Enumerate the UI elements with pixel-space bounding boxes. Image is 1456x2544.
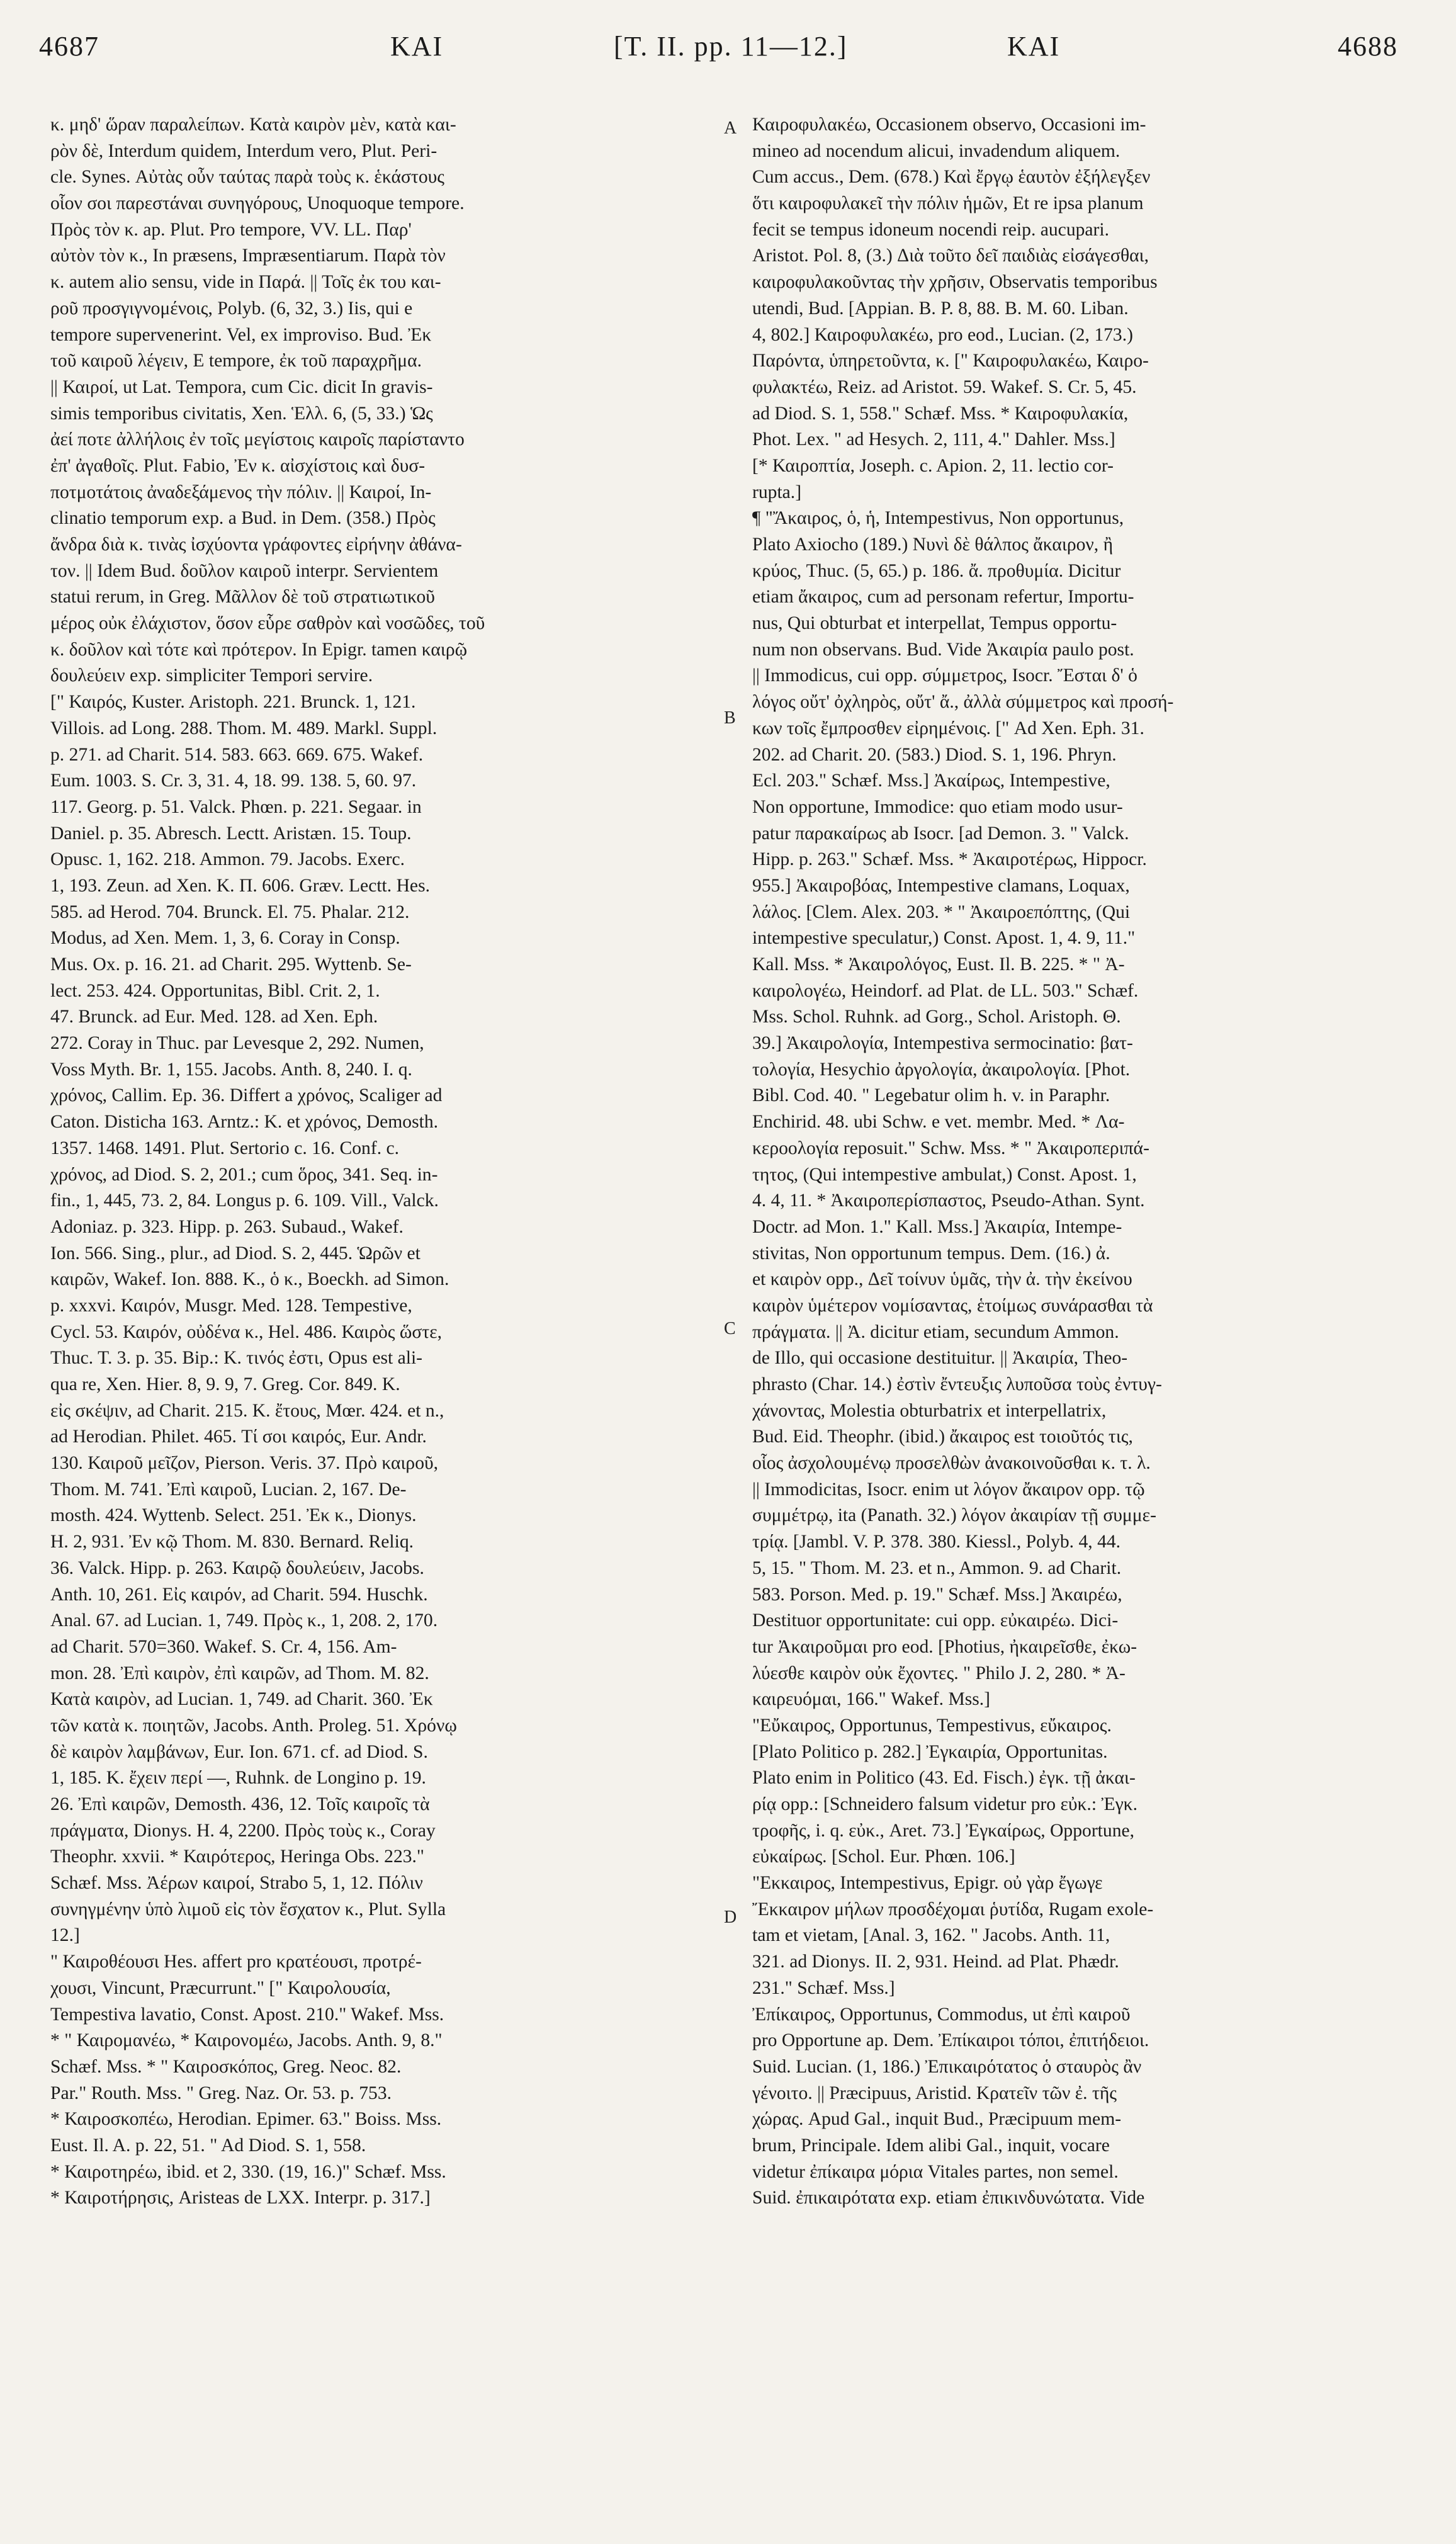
text-line: κεροολογία reposuit." Schw. Mss. * " Ἀκαιροπεριπά- xyxy=(752,1138,1149,1158)
margin-letter-a: A xyxy=(724,118,737,138)
text-line: Hipp. p. 263." Schæf. Mss. * Ἀκαιροτέρως, Hippocr. xyxy=(752,849,1147,870)
text-line: πράγματα. || Ἀ. dicitur etiam, secundum Ammon. xyxy=(752,1321,1119,1342)
margin-letter-c: C xyxy=(724,1319,736,1338)
text-line: [Plato Politico p. 282.] Ἐγκαιρία, Opportunitas. xyxy=(752,1741,1108,1762)
text-line: οἷος ἀσχολουμένῳ προσελθὼν ἀνακοινοῦσθαι κ. τ. λ. xyxy=(752,1453,1151,1474)
text-line: χουσι, Vincunt, Præcurrunt." [" Καιρολουσία, xyxy=(50,1977,391,1998)
text-line: patur παρακαίρως ab Isocr. [ad Demon. 3. " Valck. xyxy=(752,823,1129,844)
text-line: Schæf. Mss. * " Καιροσκόπος, Greg. Neoc. 82. xyxy=(50,2056,402,2077)
text-line: Cycl. 53. Καιρόν, οὐδένα κ., Hel. 486. Καιρὸς ὥστε, xyxy=(50,1321,443,1342)
text-line: Schæf. Mss. Ἀέρων καιροί, Strabo 5, 1, 12. Πόλιν xyxy=(50,1873,423,1894)
text-line: H. 2, 931. Ἐν κῷ Thom. M. 830. Bernard. Reliq. xyxy=(50,1532,414,1552)
text-line: Πρὸς τὸν κ. ap. Plut. Pro tempore, VV. LL. Παρ' xyxy=(50,219,412,240)
text-line: * " Καιρομανέω, * Καιρονομέω, Jacobs. Anth. 9, 8." xyxy=(50,2030,443,2051)
text-line: pro Opportune ap. Dem. Ἐπίκαιροι τόποι, ἐπιτήδειοι. xyxy=(752,2030,1149,2051)
text-line: fin., 1, 445, 73. 2, 84. Longus p. 6. 109. Vill., Valck. xyxy=(50,1190,439,1211)
text-line: 36. Valck. Hipp. p. 263. Καιρῷ δουλεύειν, Jacobs. xyxy=(50,1557,424,1578)
text-line: Caton. Disticha 163. Arntz.: K. et χρόνος, Demosth. xyxy=(50,1112,439,1133)
text-line: Daniel. p. 35. Abresch. Lectt. Aristæn. 15. Toup. xyxy=(50,823,412,844)
text-line: 231." Schæf. Mss.] xyxy=(752,1977,895,1998)
catchword-left: ΚΑΙ xyxy=(390,31,444,62)
text-line: καιρὸν ὑμέτερον νομίσαντας, ἑτοίμως συνάρασθαι τὰ xyxy=(752,1295,1153,1316)
text-line: "Εὔκαιρος, Opportunus, Tempestivus, εὔκαιρος. xyxy=(752,1715,1112,1736)
text-line: 955.] Ἀκαιροβόας, Intempestive clamans, Loquax, xyxy=(752,875,1130,896)
text-line: Plato enim in Politico (43. Ed. Fisch.) ἐγκ. τῇ ἀκαι- xyxy=(752,1768,1136,1789)
text-line: Theophr. xxvii. * Καιρότερος, Heringa Obs. 223." xyxy=(50,1846,425,1867)
text-line: [* Καιροπτία, Joseph. c. Apion. 2, 11. lectio cor- xyxy=(752,455,1114,476)
text-line: χρόνος, ad Diod. S. 2, 201.; cum ὅρος, 341. Seq. in- xyxy=(50,1164,438,1185)
text-line: 272. Coray in Thuc. par Levesque 2, 292. Numen, xyxy=(50,1033,424,1054)
text-line: ἐπ' ἀγαθοῖς. Plut. Fabio, Ἐν κ. αἰσχίστοις καὶ δυσ- xyxy=(50,455,426,476)
text-line: * Καιροτήρησις, Aristeas de LXX. Interpr. p. 317.] xyxy=(50,2188,431,2208)
text-line: * Καιροτηρέω, ibid. et 2, 330. (19, 16.)" Schæf. Mss. xyxy=(50,2161,446,2182)
text-line: Enchirid. 48. ubi Schw. e vet. membr. Med. * Λα- xyxy=(752,1112,1125,1133)
text-line: πράγματα, Dionys. H. 4, 2200. Πρὸς τοὺς κ., Coray xyxy=(50,1820,436,1841)
text-line: mosth. 424. Wyttenb. Select. 251. Ἐκ κ., Dionys. xyxy=(50,1505,417,1526)
text-line: τον. || Idem Bud. δοῦλον καιροῦ interpr. Servientem xyxy=(50,560,439,581)
text-line: 202. ad Charit. 20. (583.) Diod. S. 1, 196. Phryn. xyxy=(752,744,1117,765)
text-line: 26. Ἐπὶ καιρῶν, Demosth. 436, 12. Τοῖς καιροῖς τὰ xyxy=(50,1794,430,1814)
text-line: ad Herodian. Philet. 465. Τί σοι καιρός, Eur. Andr. xyxy=(50,1427,427,1447)
text-line: 583. Porson. Med. p. 19." Schæf. Mss.] Ἀκαιρέω, xyxy=(752,1584,1122,1605)
text-line: Phot. Lex. " ad Hesych. 2, 111, 4." Dahler. Mss.] xyxy=(752,429,1115,450)
page-number-right: 4688 xyxy=(1338,31,1398,62)
text-line: Modus, ad Xen. Mem. 1, 3, 6. Coray in Consp. xyxy=(50,928,400,949)
text-line: καιρευόμαι, 166." Wakef. Mss.] xyxy=(752,1689,991,1710)
text-line: nus, Qui obturbat et interpellat, Tempus opportu- xyxy=(752,613,1117,634)
text-line: τρίᾳ. [Jambl. V. P. 378. 380. Kiessl., Polyb. 4, 44. xyxy=(752,1532,1121,1552)
text-line: Eust. Il. A. p. 22, 51. " Ad Diod. S. 1, 558. xyxy=(50,2135,366,2156)
volume-reference: [T. II. pp. 11—12.] xyxy=(614,31,848,62)
text-line: κ. μηδ' ὥραν παραλείπων. Κατὰ καιρὸν μὲν, κατὰ και- xyxy=(50,115,456,135)
text-line: συμμέτρῳ, ita (Panath. 32.) λόγον ἀκαιρίαν τῇ συμμε- xyxy=(752,1505,1156,1526)
text-line: ρὸν δὲ, Interdum quidem, Interdum vero, Plut. Peri- xyxy=(50,140,437,161)
page-number-left: 4687 xyxy=(39,31,99,62)
text-line: "Εκκαιρος, Intempestivus, Epigr. οὐ γὰρ ἔγωγε xyxy=(752,1873,1103,1894)
text-line: * Καιροσκοπέω, Herodian. Epimer. 63." Boiss. Mss. xyxy=(50,2109,442,2130)
text-line: simis temporibus civitatis, Xen. Ἑλλ. 6, (5, 33.) Ὡς xyxy=(50,403,433,424)
text-line: Destituor opportunitate: cui opp. εὐκαιρέω. Dici- xyxy=(752,1610,1119,1631)
text-line: statui rerum, in Greg. Μᾶλλον δὲ τοῦ στρατιωτικοῦ xyxy=(50,587,435,608)
text-line: 4. 4, 11. * Ἀκαιροπερίσπαστος, Pseudo-Athan. Synt. xyxy=(752,1190,1145,1211)
text-line: Eum. 1003. S. Cr. 3, 31. 4, 18. 99. 138. 5, 60. 97. xyxy=(50,771,417,791)
text-line: Cum accus., Dem. (678.) Καὶ ἔργῳ ἑαυτὸν ἐξήλεγξεν xyxy=(752,167,1151,188)
text-line: ροῦ προσγιγνομένοις, Polyb. (6, 32, 3.) Iis, qui e xyxy=(50,298,413,319)
text-line: clinatio temporum exp. a Bud. in Dem. (358.) Πρὸς xyxy=(50,508,436,529)
text-line: Plato Axiocho (189.) Νυνὶ δὲ θάλπος ἄκαιρον, ἢ xyxy=(752,534,1114,555)
text-line: Ion. 566. Sing., plur., ad Diod. S. 2, 445. Ὡρῶν et xyxy=(50,1243,420,1264)
text-line: Thom. M. 741. Ἐπὶ καιροῦ, Lucian. 2, 167. De- xyxy=(50,1479,407,1500)
text-line: Mss. Schol. Ruhnk. ad Gorg., Schol. Aristoph. Θ. xyxy=(752,1007,1121,1027)
text-line: 1, 193. Zeun. ad Xen. K. Π. 606. Græv. Lectt. Hes. xyxy=(50,875,430,896)
text-line: Doctr. ad Mon. 1." Kall. Mss.] Ἀκαιρία, Intempe- xyxy=(752,1216,1122,1237)
text-line: αὐτὸν τὸν κ., In præsens, Impræsentiarum. Παρὰ τὸν xyxy=(50,246,446,266)
text-line: 1, 185. K. ἔχειν περί —, Ruhnk. de Longino p. 19. xyxy=(50,1768,426,1789)
text-line: κ. autem alio sensu, vide in Παρά. || Τοῖς ἐκ του και- xyxy=(50,272,441,293)
text-line: lect. 253. 424. Opportunitas, Bibl. Crit. 2, 1. xyxy=(50,980,380,1001)
catchword-right: ΚΑΙ xyxy=(1007,31,1061,62)
text-line: num non observans. Bud. Vide Ἀκαιρία paulo post. xyxy=(752,639,1134,660)
text-line: Anth. 10, 261. Εἰς καιρόν, ad Charit. 594. Huschk. xyxy=(50,1584,428,1605)
text-line: ἄνδρα διὰ κ. τινὰς ἰσχύοντα γράφοντες εἰρήνην ἀθάνα- xyxy=(50,534,462,555)
text-line: cle. Synes. Αὐτὰς οὖν ταύτας παρὰ τοὺς κ. ἑκάστους xyxy=(50,167,445,188)
text-line: etiam ἄκαιρος, cum ad personam refertur, Importu- xyxy=(752,587,1134,608)
text-line: [" Καιρός, Kuster. Aristoph. 221. Brunck. 1, 121. xyxy=(50,692,416,713)
margin-letter-d: D xyxy=(724,1908,737,1927)
text-line: tur Ἀκαιροῦμαι pro eod. [Photius, ἠκαιρεῖσθε, ἐκω- xyxy=(752,1636,1137,1657)
text-line: ad Charit. 570=360. Wakef. S. Cr. 4, 156. Am- xyxy=(50,1636,397,1657)
text-line: καιροφυλακοῦντας τὴν χρῆσιν, Observatis temporibus xyxy=(752,272,1158,293)
text-line: οἷον σοι παρεστάναι συνηγόρους, Unoquoque tempore. xyxy=(50,193,465,214)
text-line: Bud. Eid. Theophr. (ibid.) ἄκαιρος est τοιοῦτός τις, xyxy=(752,1427,1133,1447)
text-line: rupta.] xyxy=(752,482,802,502)
text-line: κρύος, Thuc. (5, 65.) p. 186. ἄ. προθυμία. Dicitur xyxy=(752,560,1121,581)
text-line: 117. Georg. p. 51. Valck. Phœn. p. 221. Segaar. in xyxy=(50,796,422,817)
text-line: || Καιροί, ut Lat. Tempora, cum Cic. dicit In gravis- xyxy=(50,376,433,397)
text-line: Ἐπίκαιρος, Opportunus, Commodus, ut ἐπὶ καιροῦ xyxy=(752,2004,1131,2025)
text-line: Anal. 67. ad Lucian. 1, 749. Πρὸς κ., 1, 208. 2, 170. xyxy=(50,1610,438,1631)
text-line: 4, 802.] Καιροφυλακέω, pro eod., Lucian. (2, 173.) xyxy=(752,324,1133,345)
text-line: 321. ad Dionys. II. 2, 931. Heind. ad Plat. Phædr. xyxy=(752,1952,1119,1972)
text-line: καιρολογέω, Heindorf. ad Plat. de LL. 503." Schæf. xyxy=(752,980,1139,1001)
text-line: tam et vietam, [Anal. 3, 162. " Jacobs. Anth. 11, xyxy=(752,1925,1110,1946)
text-line: 39.] Ἀκαιρολογία, Intempestiva sermocinatio: βατ- xyxy=(752,1033,1133,1054)
text-line: χώρας. Apud Gal., inquit Bud., Præcipuum mem- xyxy=(752,2109,1122,2130)
text-line: λάλος. [Clem. Alex. 203. * " Ἀκαιροεπόπτης, (Qui xyxy=(752,902,1131,922)
text-line: et καιρὸν opp., Δεῖ τοίνυν ὑμᾶς, τὴν ἀ. τὴν ἐκείνου xyxy=(752,1269,1132,1290)
text-line: χάνοντας, Molestia obturbatrix et interpellatrix, xyxy=(752,1400,1107,1421)
text-line: τοῦ καιροῦ λέγειν, E tempore, ἐκ τοῦ παραχρῆμα. xyxy=(50,351,422,371)
text-line: Παρόντα, ὑπηρετοῦντα, κ. [" Καιροφυλακέω, Καιρο- xyxy=(752,351,1149,371)
left-column xyxy=(50,112,699,2212)
text-line: ¶ "Ἄκαιρος, ὁ, ἡ, Intempestivus, Non opportunus, xyxy=(752,508,1124,529)
text-line: τολογία, Hesychio ἀργολογία, ἀκαιρολογία. [Phot. xyxy=(752,1059,1131,1080)
text-line: de Illo, qui occasione destituitur. || Ἀκαιρία, Theo- xyxy=(752,1348,1128,1369)
text-line: " Καιροθέουσι Hes. affert pro κρατέουσι, προτρέ- xyxy=(50,1952,422,1972)
text-line: || Immodicus, cui opp. σύμμετρος, Isocr. Ἔσται δ' ὁ xyxy=(752,665,1137,686)
text-line: γένοιτο. || Præcipuus, Aristid. Κρατεῖν τῶν ἐ. τῆς xyxy=(752,2083,1117,2103)
text-line: δουλεύειν exp. simpliciter Tempori servire. xyxy=(50,665,373,686)
text-line: mon. 28. Ἐπὶ καιρὸν, ἐπὶ καιρῶν, ad Thom. M. 82. xyxy=(50,1663,429,1683)
text-line: Ecl. 203." Schæf. Mss.] Ἀκαίρως, Intempestive, xyxy=(752,771,1110,791)
text-line: 5, 15. " Thom. M. 23. et n., Ammon. 9. ad Charit. xyxy=(752,1557,1122,1578)
text-line: 1357. 1468. 1491. Plut. Sertorio c. 16. Conf. c. xyxy=(50,1138,400,1158)
text-line: Thuc. T. 3. p. 35. Bip.: K. τινός ἐστι, Opus est ali- xyxy=(50,1348,423,1369)
text-line: Kall. Mss. * Ἀκαιρολόγος, Eust. Il. B. 225. * " Ἀ- xyxy=(752,954,1125,975)
text-line: intempestive speculatur,) Const. Apost. 1, 4. 9, 11." xyxy=(752,928,1136,949)
text-line: Suid. Lucian. (1, 186.) Ἐπικαιρότατος ὁ σταυρὸς ἂν xyxy=(752,2056,1142,2077)
text-line: videtur ἐπίκαιρα μόρια Vitales partes, non semel. xyxy=(752,2161,1119,2182)
text-line: p. xxxvi. Καιρόν, Musgr. Med. 128. Tempestive, xyxy=(50,1295,412,1316)
text-line: 585. ad Herod. 704. Brunck. El. 75. Phalar. 212. xyxy=(50,902,410,922)
text-line: 12.] xyxy=(50,1925,80,1946)
text-line: phrasto (Char. 14.) ἐστὶν ἔντευξις λυποῦσα τοὺς ἐντυγ- xyxy=(752,1374,1162,1394)
text-line: fecit se tempus idoneum nocendi reip. aucupari. xyxy=(752,219,1110,240)
text-line: p. 271. ad Charit. 514. 583. 663. 669. 675. Wakef. xyxy=(50,744,424,765)
text-line: 130. Καιροῦ μεῖζον, Pierson. Veris. 37. Πρὸ καιροῦ, xyxy=(50,1453,439,1474)
text-line: || Immodicitas, Isocr. enim ut λόγον ἄκαιρον opp. τῷ xyxy=(752,1479,1145,1500)
text-line: ad Diod. S. 1, 558." Schæf. Mss. * Καιροφυλακία, xyxy=(752,403,1129,424)
text-line: Καιροφυλακέω, Occasionem observo, Occasioni im- xyxy=(752,115,1146,135)
text-line: Opusc. 1, 162. 218. Ammon. 79. Jacobs. Exerc. xyxy=(50,849,405,870)
text-line: Adoniaz. p. 323. Hipp. p. 263. Subaud., Wakef. xyxy=(50,1216,404,1237)
text-line: τητος, (Qui intempestive ambulat,) Const. Apost. 1, xyxy=(752,1164,1137,1185)
text-line: stivitas, Non opportunum tempus. Dem. (16.) ἀ. xyxy=(752,1243,1110,1264)
text-line: φυλακτέω, Reiz. ad Aristot. 59. Wakef. S. Cr. 5, 45. xyxy=(752,376,1137,397)
text-line: Mus. Ox. p. 16. 21. ad Charit. 295. Wyttenb. Se- xyxy=(50,954,412,975)
text-line: brum, Principale. Idem alibi Gal., inquit, vocare xyxy=(752,2135,1110,2156)
text-line: εὐκαίρως. [Schol. Eur. Phœn. 106.] xyxy=(752,1846,1015,1867)
text-line: utendi, Bud. [Appian. B. P. 8, 88. B. M. 60. Liban. xyxy=(752,298,1129,319)
text-line: ρίᾳ opp.: [Schneidero falsum videtur pro εὐκ.: Ἐγκ. xyxy=(752,1794,1137,1814)
text-line: κ. δοῦλον καὶ τότε καὶ πρότερον. In Epigr. tamen καιρῷ xyxy=(50,639,468,660)
text-line: Par." Routh. Mss. " Greg. Naz. Or. 53. p. 753. xyxy=(50,2083,392,2103)
text-line: εἰς σκέψιν, ad Charit. 215. K. ἔτους, Mœr. 424. et n., xyxy=(50,1400,444,1421)
text-line: κων τοῖς ἔμπροσθεν εἰρημένοις. [" Ad Xen. Eph. 31. xyxy=(752,718,1144,738)
text-line: χρόνος, Callim. Ep. 36. Differt a χρόνος, Scaliger ad xyxy=(50,1085,443,1106)
text-line: λύεσθε καιρὸν οὐκ ἔχοντες. " Philo J. 2, 280. * Ἀ- xyxy=(752,1663,1126,1683)
text-line: ὅτι καιροφυλακεῖ τὴν πόλιν ἡμῶν, Et re ipsa planum xyxy=(752,193,1144,214)
text-line: δὲ καιρὸν λαμβάνων, Eur. Ion. 671. cf. ad Diod. S. xyxy=(50,1741,428,1762)
text-line: Villois. ad Long. 288. Thom. M. 489. Markl. Suppl. xyxy=(50,718,437,738)
text-line: ἀεί ποτε ἀλλήλοις ἐν τοῖς μεγίστοις καιροῖς παρίσταντο xyxy=(50,429,465,450)
text-line: Aristot. Pol. 8, (3.) Διὰ τοῦτο δεῖ παιδιὰς εἰσάγεσθαι, xyxy=(752,246,1149,266)
text-line: mineo ad nocendum alicui, invadendum aliquem. xyxy=(752,140,1120,161)
text-line: Non opportune, Immodice: quo etiam modo usur- xyxy=(752,796,1123,817)
text-line: Ἔκκαιρον μήλων προσδέχομαι ῥυτίδα, Rugam exole- xyxy=(752,1899,1154,1919)
text-line: Bibl. Cod. 40. " Legebatur olim h. v. in Paraphr. xyxy=(752,1085,1110,1106)
text-line: μέρος οὐκ ἐλάχιστον, ὅσον εὗρε σαθρὸν καὶ νοσῶδες, τοῦ xyxy=(50,613,485,634)
text-line: Suid. ἐπικαιρότατα exp. etiam ἐπικινδυνώτατα. Vide xyxy=(752,2188,1145,2208)
text-line: qua re, Xen. Hier. 8, 9. 9, 7. Greg. Cor. 849. K. xyxy=(50,1374,400,1394)
margin-letter-b: B xyxy=(724,708,736,728)
text-line: tempore supervenerint. Vel, ex improviso. Bud. Ἐκ xyxy=(50,324,432,345)
text-line: συνηγμένην ὑπὸ λιμοῦ εἰς τὸν ἔσχατον κ., Plut. Sylla xyxy=(50,1899,446,1919)
text-line: Tempestiva lavatio, Const. Apost. 210." Wakef. Mss. xyxy=(50,2004,444,2025)
text-line: τροφῆς, i. q. εὐκ., Aret. 73.] Ἐγκαίρως, Opportune, xyxy=(752,1820,1135,1841)
running-header xyxy=(0,24,1456,74)
text-line: 47. Brunck. ad Eur. Med. 128. ad Xen. Eph. xyxy=(50,1007,378,1027)
text-line: ποτμοτάτοις ἀναδεξάμενος τὴν πόλιν. || Καιροί, In- xyxy=(50,482,432,502)
text-line: τῶν κατὰ κ. ποιητῶν, Jacobs. Anth. Proleg. 51. Χρόνῳ xyxy=(50,1715,457,1736)
text-line: λόγος οὔτ' ὀχληρὸς, οὔτ' ἄ., ἀλλὰ σύμμετρος καὶ προσή- xyxy=(752,692,1174,713)
text-line: Voss Myth. Br. 1, 155. Jacobs. Anth. 8, 240. I. q. xyxy=(50,1059,412,1080)
right-column xyxy=(752,112,1407,2212)
text-line: καιρῶν, Wakef. Ion. 888. K., ὁ κ., Boeckh. ad Simon. xyxy=(50,1269,449,1290)
text-line: Κατὰ καιρὸν, ad Lucian. 1, 749. ad Charit. 360. Ἐκ xyxy=(50,1689,433,1710)
